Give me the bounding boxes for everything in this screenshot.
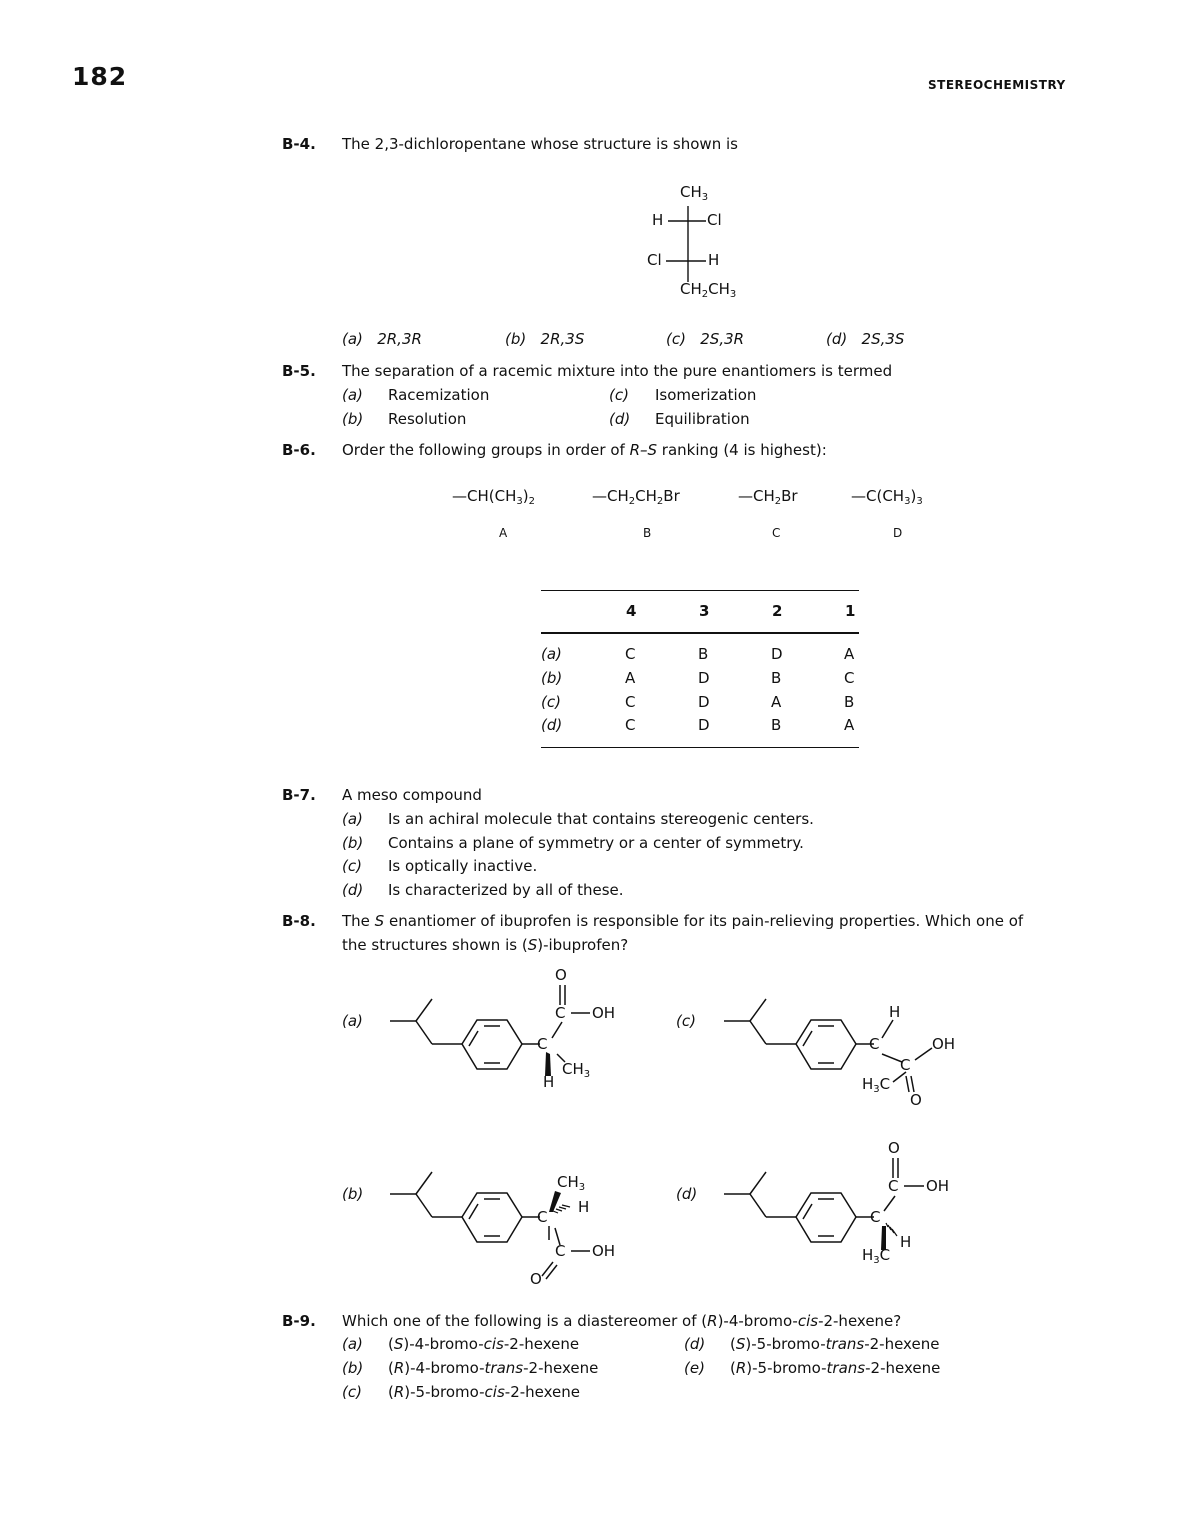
group-text: —C(CH <box>851 487 905 505</box>
group-letter-b: B <box>643 526 652 540</box>
option-text: ( <box>388 1383 394 1401</box>
atom-b-oh: OH <box>592 1242 616 1260</box>
fischer-h2: H <box>708 251 720 269</box>
cell: C <box>625 645 636 663</box>
group-text: Br <box>781 487 798 505</box>
text-italic: R <box>707 1312 718 1330</box>
page-number: 182 <box>72 62 128 91</box>
option-b9-e <box>684 1359 941 1377</box>
option-text: )-4-bromo- <box>403 1335 484 1353</box>
group-text: —CH(CH <box>452 487 517 505</box>
question-number-b5: B-5. <box>282 362 316 380</box>
option-text: Is optically inactive. <box>388 857 538 875</box>
fischer-bottom-sub1: 2 <box>701 289 709 300</box>
text-part: ranking (4 is highest): <box>657 441 827 459</box>
cell: A <box>771 693 782 711</box>
atom-sub: 3 <box>583 1069 591 1080</box>
question-number-b9: B-9. <box>282 1312 316 1330</box>
cell: B <box>771 716 782 734</box>
structure-c <box>724 999 932 1092</box>
option-text: ( <box>388 1335 394 1353</box>
text-part: -2-hexene? <box>818 1312 902 1330</box>
cell: B <box>844 693 855 711</box>
option-text: R <box>735 1359 747 1377</box>
option-label: (c) <box>666 330 686 348</box>
fischer-bottom-mid: CH <box>708 280 730 298</box>
option-text: ( <box>730 1335 736 1353</box>
atom-a-h: H <box>543 1073 555 1091</box>
row-label: (d) <box>541 716 563 734</box>
atom-a-c2: C <box>537 1035 548 1053</box>
header-cell: 2 <box>772 602 783 620</box>
group-text: Br <box>663 487 680 505</box>
atom-a-oh: OH <box>592 1004 616 1022</box>
option-text: S <box>393 1335 404 1353</box>
header-cell: 1 <box>845 602 856 620</box>
structure-label-b: (b) <box>342 1185 364 1203</box>
group-letter-c: C <box>772 526 781 540</box>
group-letter-d: D <box>893 526 903 540</box>
option-label: (d) <box>609 410 631 428</box>
option-text: Is characterized by all of these. <box>388 881 624 899</box>
atom-d-o: O <box>888 1139 900 1157</box>
atom-c-h3c <box>862 1075 890 1093</box>
cell: C <box>625 716 636 734</box>
cell: B <box>698 645 709 663</box>
group-sub: 3 <box>516 496 523 507</box>
structure-label-a: (a) <box>342 1012 363 1030</box>
group-text: —CH <box>592 487 629 505</box>
option-text: trans <box>825 1335 865 1353</box>
question-number-b6: B-6. <box>282 441 316 459</box>
atom-c-c2: C <box>900 1056 911 1074</box>
option-label: (b) <box>505 330 527 348</box>
atom-d-c: C <box>888 1177 899 1195</box>
option-text: R <box>393 1383 405 1401</box>
group-sub: 3 <box>916 496 923 507</box>
question-number-b8: B-8. <box>282 912 316 930</box>
atom-d-oh: OH <box>926 1177 950 1195</box>
atom-b-o: O <box>530 1270 542 1288</box>
option-text: Isomerization <box>655 386 757 404</box>
option-text: trans <box>484 1359 524 1377</box>
option-text: Is an achiral molecule that contains stereogenic centers. <box>388 810 814 828</box>
cell: C <box>625 693 636 711</box>
question-text-b7: A meso compound <box>342 786 482 804</box>
option-text: )-4-bromo- <box>404 1359 485 1377</box>
option-text: )-5-bromo- <box>745 1335 826 1353</box>
text-italic: S <box>527 936 538 954</box>
question-text-b4: The 2,3-dichloropentane whose structure is shown is <box>342 135 738 153</box>
option-text: trans <box>826 1359 866 1377</box>
atom-sub: 3 <box>578 1182 586 1193</box>
fischer-cl2: Cl <box>647 251 662 269</box>
structure-label-d: (d) <box>676 1185 698 1203</box>
option-text: S <box>735 1335 746 1353</box>
group-sub: 2 <box>628 496 636 507</box>
group-text: ) <box>522 487 529 505</box>
cell: D <box>698 693 710 711</box>
running-head: STEREOCHEMISTRY <box>928 78 1066 92</box>
option-b9-a <box>342 1335 580 1353</box>
option-label: (d) <box>342 881 364 899</box>
atom-c-oh: OH <box>932 1035 956 1053</box>
group-letter-a: A <box>499 526 508 540</box>
atom-c-c: C <box>869 1035 880 1053</box>
option-text: Equilibration <box>655 410 750 428</box>
cell: B <box>771 669 782 687</box>
cell: C <box>844 669 855 687</box>
structure-a <box>390 985 590 1076</box>
atom-d-c2: C <box>870 1208 881 1226</box>
option-text: ( <box>730 1359 736 1377</box>
question-text-b5: The separation of a racemic mixture into the pure enantiomers is termed <box>342 362 893 380</box>
option-label: (d) <box>684 1335 706 1353</box>
structure-d <box>724 1158 924 1250</box>
option-text: 2S,3S <box>861 330 905 348</box>
option-text: -2-hexene <box>504 1383 581 1401</box>
group-sub: 2 <box>656 496 664 507</box>
text-part: enantiomer of ibuprofen is responsible for its pain-relieving properties. Which one of <box>384 912 1024 930</box>
atom-text: C <box>879 1075 891 1093</box>
option-b9-c <box>342 1383 581 1401</box>
cell: D <box>698 669 710 687</box>
group-sub: 2 <box>774 496 782 507</box>
option-label: (c) <box>342 1383 362 1401</box>
question-text-b9 <box>342 1312 901 1330</box>
option-text: -2-hexene <box>865 1359 941 1377</box>
atom-b-h: H <box>578 1198 590 1216</box>
atom-sub: 3 <box>873 1084 880 1095</box>
cell: A <box>625 669 636 687</box>
group-sub: 3 <box>904 496 911 507</box>
option-text: Racemization <box>388 386 490 404</box>
option-text: 2R,3S <box>540 330 585 348</box>
group-text: —CH <box>738 487 775 505</box>
cell: D <box>698 716 710 734</box>
fischer-cl1: Cl <box>707 211 722 229</box>
option-label: (b) <box>342 1359 364 1377</box>
option-b9-d <box>684 1335 940 1353</box>
option-text: )-5-bromo- <box>746 1359 827 1377</box>
row-label: (c) <box>541 693 561 711</box>
atom-c-o: O <box>910 1091 922 1109</box>
cell: A <box>844 716 855 734</box>
text-part: the structures shown is ( <box>342 936 528 954</box>
header-cell: 3 <box>699 602 710 620</box>
atom-text: CH <box>562 1060 584 1078</box>
text-part: The <box>342 912 375 930</box>
fischer-bottom-sub2: 3 <box>729 289 737 300</box>
structure-label-c: (c) <box>676 1012 696 1030</box>
cell: D <box>771 645 783 663</box>
fischer-top-sub: 3 <box>701 192 709 203</box>
option-text: Resolution <box>388 410 467 428</box>
atom-text: H <box>862 1246 874 1264</box>
fischer-top: CH <box>680 183 702 201</box>
text-part: Order the following groups in order of <box>342 441 630 459</box>
text-italic: cis <box>797 1312 819 1330</box>
option-label: (b) <box>342 410 364 428</box>
question-number-b4: B-4. <box>282 135 316 153</box>
group-text: CH <box>635 487 657 505</box>
option-text: R <box>393 1359 405 1377</box>
question-number-b7: B-7. <box>282 786 316 804</box>
option-text: -2-hexene <box>523 1359 599 1377</box>
atom-b-c: C <box>537 1208 548 1226</box>
option-text: cis <box>483 1335 504 1353</box>
atom-b-ch3 <box>557 1173 585 1191</box>
atom-b-c2: C <box>555 1242 566 1260</box>
option-text: -2-hexene <box>864 1335 940 1353</box>
option-text: ( <box>388 1359 394 1377</box>
text-part: )-ibuprofen? <box>537 936 629 954</box>
option-text: 2S,3R <box>700 330 745 348</box>
option-label: (a) <box>342 330 363 348</box>
atom-text: C <box>879 1246 891 1264</box>
row-label: (a) <box>541 645 562 663</box>
cell: A <box>844 645 855 663</box>
option-label: (c) <box>342 857 362 875</box>
group-text: ) <box>910 487 917 505</box>
atom-text: CH <box>557 1173 579 1191</box>
atom-a-ch3 <box>562 1060 590 1078</box>
option-label: (a) <box>342 810 363 828</box>
text-italic: S <box>374 912 385 930</box>
option-label: (d) <box>826 330 848 348</box>
atom-a-c: C <box>555 1004 566 1022</box>
option-label: (a) <box>342 386 363 404</box>
option-label: (c) <box>609 386 629 404</box>
atom-d-h3c <box>862 1246 890 1264</box>
text-part: )-4-bromo- <box>717 1312 798 1330</box>
option-text: -2-hexene <box>503 1335 580 1353</box>
option-text: cis <box>484 1383 505 1401</box>
text-part: Which one of the following is a diastereomer of ( <box>342 1312 708 1330</box>
header-cell: 4 <box>626 602 637 620</box>
option-label: (e) <box>684 1359 705 1377</box>
fischer-h1: H <box>652 211 664 229</box>
option-label: (a) <box>342 1335 363 1353</box>
option-b9-b <box>342 1359 599 1377</box>
option-text: )-5-bromo- <box>404 1383 485 1401</box>
group-sub: 2 <box>528 496 535 507</box>
option-text: Contains a plane of symmetry or a center of symmetry. <box>388 834 804 852</box>
atom-sub: 3 <box>873 1255 880 1266</box>
atom-d-h: H <box>900 1233 912 1251</box>
text-italic: R–S <box>629 441 658 459</box>
option-label: (b) <box>342 834 364 852</box>
atom-text: H <box>862 1075 874 1093</box>
option-text: 2R,3R <box>377 330 422 348</box>
atom-a-o: O <box>555 966 567 984</box>
row-label: (b) <box>541 669 563 687</box>
fischer-bottom: CH <box>680 280 702 298</box>
atom-c-h: H <box>889 1003 901 1021</box>
